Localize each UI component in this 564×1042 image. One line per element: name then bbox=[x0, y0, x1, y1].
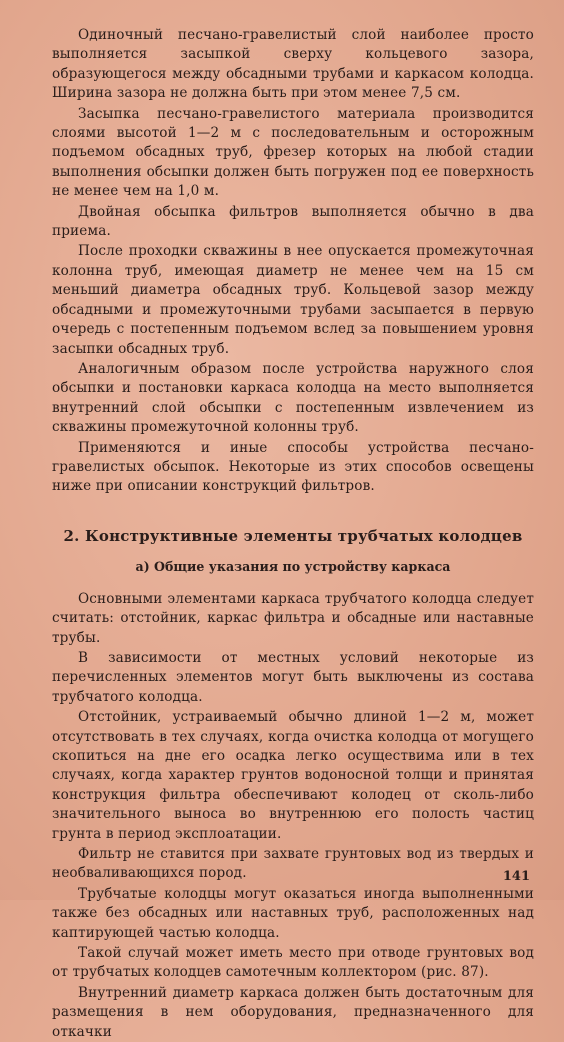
paragraph: Фильтр не ставится при захвате грунтовых вод из твердых и необваливающихся пород. bbox=[52, 846, 534, 882]
paragraph: В зависимости от местных условий некоторые из перечисленных элементов могут быть выключены из состава трубчатого колодца. bbox=[52, 649, 534, 705]
page-number: 141 bbox=[502, 869, 530, 884]
paragraph: Одиночный песчано-гравелистый слой наиболее просто выполняется засыпкой сверху кольцевого зазора, образующегося между обсадными трубами и каркасом колодца. Ширина зазора не должна быть при этом менее 7,5 см. bbox=[52, 27, 534, 102]
paragraph: Аналогичным образом после устройства наружного слоя обсыпки и постановки каркаса колодца на место выполняется внутренний слой обсыпки с постепенным извлечением из скважины промежуточной колонны труб. bbox=[52, 360, 534, 436]
paragraph: Двойная обсыпка фильтров выполняется обычно в два приема. bbox=[52, 203, 534, 240]
paragraph: Такой случай может иметь место при отводе грунтовых вод от трубчатых колодцев самотечным коллектором (рис. 87). bbox=[52, 945, 534, 981]
subsection-heading: а) Общие указания по устройству каркаса bbox=[135, 558, 451, 574]
paragraph: Внутренний диаметр каркаса должен быть достаточным для размещения в нем оборудования, предназначенного для откачки bbox=[52, 984, 534, 1040]
section-gap bbox=[52, 497, 534, 527]
section-heading: 2. Конструктивные элементы трубчатых колодцев bbox=[63, 526, 523, 545]
paragraph: Засыпка песчано-гравелистого материала производится слоями высотой 1—2 м с последовательным и осторожным подъемом обсадных труб, фрезер которых на любой стадии выполнения обсыпки должен быть погружен под ее поверхность не менее чем на 1,0 м. bbox=[52, 105, 534, 200]
paragraph: Применяются и иные способы устройства песчано-гравелистых обсыпок. Некоторые из этих способов освещены ниже при описании конструкций фильтров. bbox=[52, 439, 534, 495]
paragraph: Трубчатые колодцы могут оказаться иногда выполненными также без обсадных или наставных труб, расположенных над каптирующей частью колодца. bbox=[52, 885, 534, 941]
paragraph: Основными элементами каркаса трубчатого колодца следует считать: отстойник, каркас фильтра и обсадные или наставные трубы. bbox=[52, 590, 534, 646]
paragraph: Отстойник, устраиваемый обычно длиной 1—2 м, может отсутствовать в тех случаях, когда очистка колодца от могущего скопиться на дне его осадка легко осуществима или в тех случаях, когда характер грунтов водоносной толщи и принятая конструкция фильтра обеспечивают колодец от сколь-либо значительного выноса во внутреннюю его полость частиц грунта в период эксплоатации. bbox=[52, 709, 534, 842]
text-block-top bbox=[52, 26, 534, 497]
text-block-bottom bbox=[52, 590, 534, 1042]
paragraph: После проходки скважины в нее опускается промежуточная колонна труб, имеющая диаметр не менее чем на 15 см меньший диаметра обсадных труб. Кольцевой зазор между обсадными и промежуточными трубами засыпается в первую очередь с постепенным подъемом вслед за повышением уровня засыпки обсадных труб. bbox=[52, 243, 534, 357]
